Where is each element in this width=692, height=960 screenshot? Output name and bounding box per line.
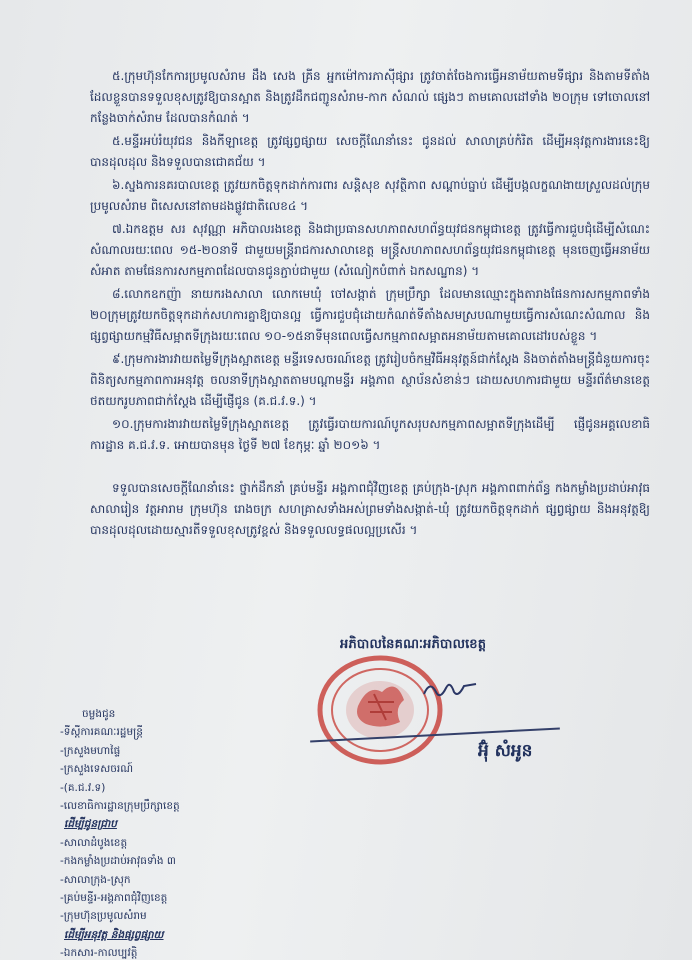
recipient-item: -កងកម្លាំងប្រដាប់អាវុធទាំង ៣ [60, 855, 176, 868]
recipient-item: -សាលាក្រុង-ស្រុក [60, 873, 131, 886]
paragraph-5-education: ៥.មន្ទីរអប់រំយុវជន និងកីឡាខេត្ត ត្រូវផ្សព្វផ្សាយ សេចក្តីណែនាំនេះ ជូនដល់ សាលាគ្រប់កំរិត ដើម្បីអនុវត្តការងារនេះឱ្យបានដុលដុល និងទទួលបានជោគជ័យ ។ [90, 134, 650, 169]
recipients-heading: ចម្លងជូន [82, 708, 116, 720]
recipient-item: -ក្រសួងមហាផ្ទៃ [60, 744, 121, 757]
recipient-item: -ឯកសារ-កាលប្បវត្តិ [60, 947, 138, 960]
signatory-title: អភិបាលនៃគណៈអភិបាលខេត្ត [340, 637, 487, 652]
official-seal-icon [308, 648, 458, 768]
recipient-item: -គ្រប់មន្ទីរ-អង្គភាពជុំវិញខេត្ត [60, 892, 168, 905]
paragraph-7-deputy-governor: ៧.ឯកឧត្តម សរ សុវណ្ណា អភិបាលរងខេត្ត និងជាប្រធានសហភាពសហព័ន្ធយុវជនកម្ពុជាខេត្ត ត្រូវធ្វើការជួបជុំដើម្បីសំណេះសំណាលរយៈពេល ១៥-២០នាទី ជាមួយមន្ត្រីរាជការសាលាខេត្ត មន្ត្រីសហភាពសហព័ន្ធយុវជនកម្ពុជាខេត្ត មុនចេញធ្វើអនាម័យសំអាត តាមផែនការសកម្មភាពដែលបានជូនភ្ជាប់ជាមួយ (សំណៀកបំពាក់ ឯកសណ្ឋាន) ។ [90, 222, 650, 278]
recipient-item: -សាលាដំបូងខេត្ត [60, 836, 128, 849]
paragraph-9-evaluation-team: ៩.ក្រុមការងារវាយតម្លៃទីក្រុងស្អាតខេត្ត មន្ទីរទេសចរណ៍ខេត្ត ត្រូវរៀបចំកម្មវិធីអនុវត្តន៍ជាក់ស្តែង និងចាត់តាំងមន្ត្រីជំនួយការចុះពិនិត្យសកម្មភាពការអនុវត្ត ចលនាទីក្រុងស្អាតតាមបណ្តាមន្ទីរ អង្គភាព ស្ថាប័នសំខាន់ៗ ដោយសហការជាមួយ មន្ទីរព័ត៌មានខេត្ត ថតយករូបភាពជាក់ស្តែង ដើម្បីផ្ញើជូន (គ.ជ.វ.ទ.) ។ [90, 352, 650, 408]
signatory-name: អ៊ុំ សំអូន [478, 741, 533, 761]
recipient-item: -ទីស្តីការគណៈរដ្ឋមន្ត្រី [60, 726, 143, 739]
recipient-item: -ក្រុមហ៊ុនប្រមូលសំរាម [60, 910, 147, 923]
copy-recipients-list [60, 705, 320, 960]
paragraph-5-waste-company: ៥.ក្រុមហ៊ុនកែការប្រមូលសំរាម ដឹង សេង គ្រីន អ្នកម៉ៅការភាសុីផ្សារ ត្រូវចាត់ចែងការធ្វើអនាម័យតាមទីផ្សារ និងតាមទីតាំងដែលខ្លួនបានទទួលខុសត្រូវឱ្យបានស្អាត និងត្រូវដឹកជញ្ជូនសំរាម-កាក សំណល់ ផ្សេងៗ តាមគោលដៅទាំង ២០ក្រុម ទៅចោលនៅកន្លែងចាក់សំរាម ដែលបានកំណត់ ។ [90, 69, 650, 125]
recipient-item: -ក្រសួងទេសចរណ៍ [60, 763, 134, 776]
paragraph-10-report: ១០.ក្រុមការងារវាយតម្លៃទីក្រុងស្អាតខេត្ត ត្រូវធ្វើរបាយការណ៍បូកសរុបសកម្មភាពសម្អាតទីក្រុងដើម្បី ផ្ញើជូនអគ្គលេខាធិការដ្ឋាន គ.ជ.វ.ទ. អោយបានមុន ថ្ងៃទី ២៧ ខែកុម្ភៈ ឆ្នាំ ២០១៦ ។ [90, 417, 650, 452]
recipients-subheading-implement: ដើម្បីអនុវត្ត និងផ្សព្វផ្សាយ [64, 928, 164, 941]
signature-scribble-icon [420, 676, 480, 704]
recipient-item: -(គ.ជ.វ.ទ) [60, 781, 106, 794]
signature-block [300, 636, 600, 786]
document-body [90, 66, 650, 543]
recipients-subheading-info: ដើម្បីជូនជ្រាប [64, 818, 117, 831]
closing-paragraph: ទទួលបានសេចក្តីណែនាំនេះ ថ្នាក់ដឹកនាំ គ្រប់មន្ទីរ អង្គភាពជុំវិញខេត្ត គ្រប់ក្រុង-ស្រុក អង្គភាពពាក់ព័ន្ធ កងកម្លាំងប្រដាប់អាវុធ សាលារៀន វត្តអារាម ក្រុមហ៊ុន រោងចក្រ សហគ្រាសទាំងអស់ព្រមទាំងសង្កាត់-ឃុំ ត្រូវយកចិត្តទុកដាក់ ផ្សព្វផ្សាយ និងអនុវត្តឱ្យបានដុលដុលដោយស្មារតីទទួលខុសត្រូវខ្ពស់ និងទទួលលទ្ធផលល្អប្រសើរ ។ [90, 481, 650, 537]
paragraph-6-police: ៦.ស្នងការនគរបាលខេត្ត ត្រូវយកចិត្តទុកដាក់ការពារ សន្តិសុខ សុវត្ថិភាព សណ្តាប់ធ្នាប់ ដើម្បីបង្កលក្ខណងាយស្រួលដល់ក្រុមប្រមូលសំរាម ពិសេសនៅតាមដងផ្លូវជាតិលេខ៤ ។ [90, 178, 650, 213]
paragraph-8-officials: ៨.លោកឧកញ៉ា នាយករងសាលា លោកមេឃុំ ចៅសង្កាត់ ក្រុមប្រឹក្សា ដែលមានឈ្មោះក្នុងតារាងផែនការសកម្មភាពទាំង ២០ក្រុមត្រូវយកចិត្តទុកដាក់សហការគ្នាឱ្យបានល្អ ធ្វើការជួបជុំដោយកំណត់ទីតាំងសមស្របណាមួយធ្វើការសំណេះសំណាល និង ផ្សព្វផ្សាយកម្មវិធីសម្អាតទីក្រុងរយៈពេល ១០-១៥នាទីមុនពេលធ្វើសកម្មភាពសម្អាតអនាម័យតាមគោលដៅរបស់ខ្លួន ។ [90, 287, 650, 343]
recipient-item: -លេខាធិការដ្ឋានក្រុមប្រឹក្សាខេត្ត [60, 800, 180, 813]
